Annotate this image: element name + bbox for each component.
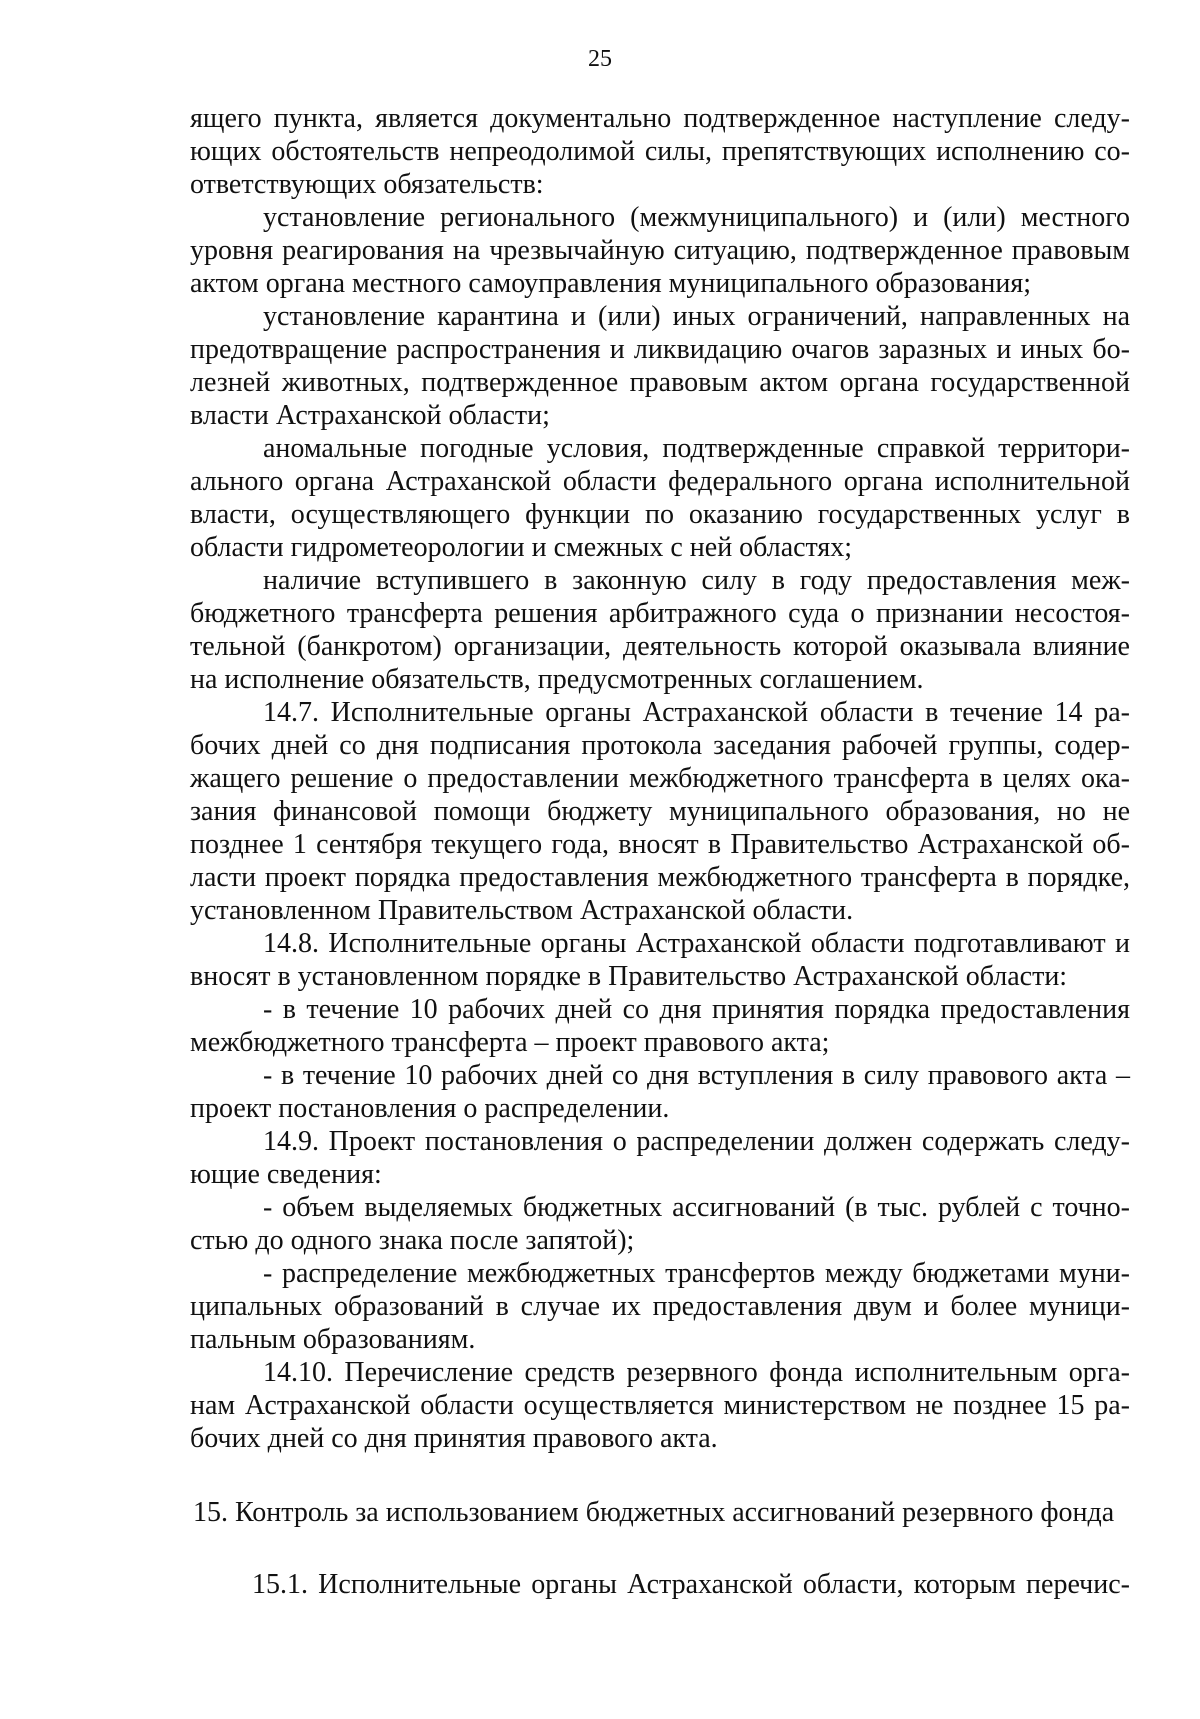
paragraph: [190, 1356, 1130, 1455]
paragraph-line: ющие сведения:: [190, 1159, 382, 1190]
paragraph-line: бюджетного трансферта решения арбитражного суда о признании несостоя-: [190, 598, 1130, 629]
paragraph-line: вносят в установленном порядке в Правительство Астраханской области:: [190, 961, 1068, 992]
paragraph-line: актом органа местного самоуправления муниципального образования;: [190, 268, 1031, 299]
paragraph-line: межбюджетного трансферта – проект правового акта;: [190, 1027, 830, 1058]
paragraph-line: 14.9. Проект постановления о распределении должен содержать следу-: [263, 1126, 1130, 1157]
paragraph-line: нам Астраханской области осуществляется министерством не позднее 15 ра-: [190, 1390, 1130, 1421]
paragraph-line: ответствующих обязательств:: [190, 169, 544, 200]
paragraph: [190, 564, 1130, 696]
paragraph-line: лезней животных, подтвержденное правовым актом органа государственной: [190, 367, 1130, 398]
paragraph-line: ласти проект порядка предоставления межбюджетного трансферта в порядке,: [190, 862, 1130, 893]
paragraph-line: - объем выделяемых бюджетных ассигнований (в тыс. рублей с точно-: [263, 1192, 1130, 1223]
paragraph-line: уровня реагирования на чрезвычайную ситуацию, подтвержденное правовым: [190, 235, 1130, 266]
paragraph: [190, 993, 1130, 1059]
paragraph: [190, 696, 1130, 927]
paragraph-line: установление карантина и (или) иных ограничений, направленных на: [263, 301, 1130, 332]
paragraph-line: установление регионального (межмуниципального) и (или) местного: [263, 202, 1130, 233]
paragraph-line: 14.7. Исполнительные органы Астраханской области в течение 14 ра-: [263, 697, 1130, 728]
paragraph: [190, 1191, 1130, 1257]
paragraph-line: власти Астраханской области;: [190, 400, 550, 431]
paragraph-line: - в течение 10 рабочих дней со дня принятия порядка предоставления: [263, 994, 1130, 1025]
page-number: 25: [588, 46, 612, 72]
paragraph-line: пальным образованиям.: [190, 1324, 476, 1355]
paragraph-line: стью до одного знака после запятой);: [190, 1225, 635, 1256]
paragraph-line: аномальные погодные условия, подтвержденные справкой территори-: [263, 433, 1130, 464]
paragraph-line: 14.8. Исполнительные органы Астраханской области подготавливают и: [263, 928, 1130, 959]
paragraph: [190, 1125, 1130, 1191]
paragraph-line: наличие вступившего в законную силу в году предоставления меж-: [263, 565, 1130, 596]
paragraph-line: проект постановления о распределении.: [190, 1093, 670, 1124]
paragraph: [190, 300, 1130, 432]
paragraph-line: позднее 1 сентября текущего года, вносят в Правительство Астраханской об-: [190, 829, 1130, 860]
document-body: [190, 102, 1130, 1455]
paragraph: [190, 201, 1130, 300]
paragraph: [190, 432, 1130, 564]
paragraph-line: власти, осуществляющего функции по оказанию государственных услуг в: [190, 499, 1130, 530]
paragraph-line: бочих дней со дня подписания протокола заседания рабочей группы, содер-: [190, 730, 1130, 761]
paragraph-line: ющих обстоятельств непреодолимой силы, препятствующих исполнению со-: [190, 136, 1130, 167]
paragraph-start-15-1: 15.1. Исполнительные органы Астраханской области, которым перечис-: [252, 1569, 1130, 1600]
paragraph-line: - распределение межбюджетных трансфертов между бюджетами муни-: [263, 1258, 1130, 1289]
paragraph-line: ящего пункта, является документально подтвержденное наступление следу-: [190, 103, 1130, 134]
paragraph-line: предотвращение распространения и ликвидацию очагов заразных и иных бо-: [190, 334, 1130, 365]
paragraph-line: на исполнение обязательств, предусмотренных соглашением.: [190, 664, 924, 695]
section-heading: 15. Контроль за использованием бюджетных ассигнований резервного фонда: [193, 1497, 1115, 1528]
paragraph-line: тельной (банкротом) организации, деятельность которой оказывала влияние: [190, 631, 1130, 662]
paragraph-line: ципальных образований в случае их предоставления двум и более муници-: [190, 1291, 1130, 1322]
paragraph: [190, 1257, 1130, 1356]
paragraph-line: жащего решение о предоставлении межбюджетного трансферта в целях ока-: [190, 763, 1130, 794]
paragraph: [190, 102, 1130, 201]
paragraph-line: зания финансовой помощи бюджету муниципального образования, но не: [190, 796, 1130, 827]
paragraph-line: бочих дней со дня принятия правового акта.: [190, 1423, 718, 1454]
paragraph: [190, 927, 1130, 993]
paragraph-line: ального органа Астраханской области федерального органа исполнительной: [190, 466, 1130, 497]
paragraph-line: области гидрометеорологии и смежных с ней областях;: [190, 532, 853, 563]
paragraph: [190, 1059, 1130, 1125]
paragraph-line: - в течение 10 рабочих дней со дня вступления в силу правового акта –: [263, 1060, 1130, 1091]
paragraph-line: 14.10. Перечисление средств резервного фонда исполнительным орга-: [263, 1357, 1130, 1388]
paragraph-line: установленном Правительством Астраханской области.: [190, 895, 854, 926]
